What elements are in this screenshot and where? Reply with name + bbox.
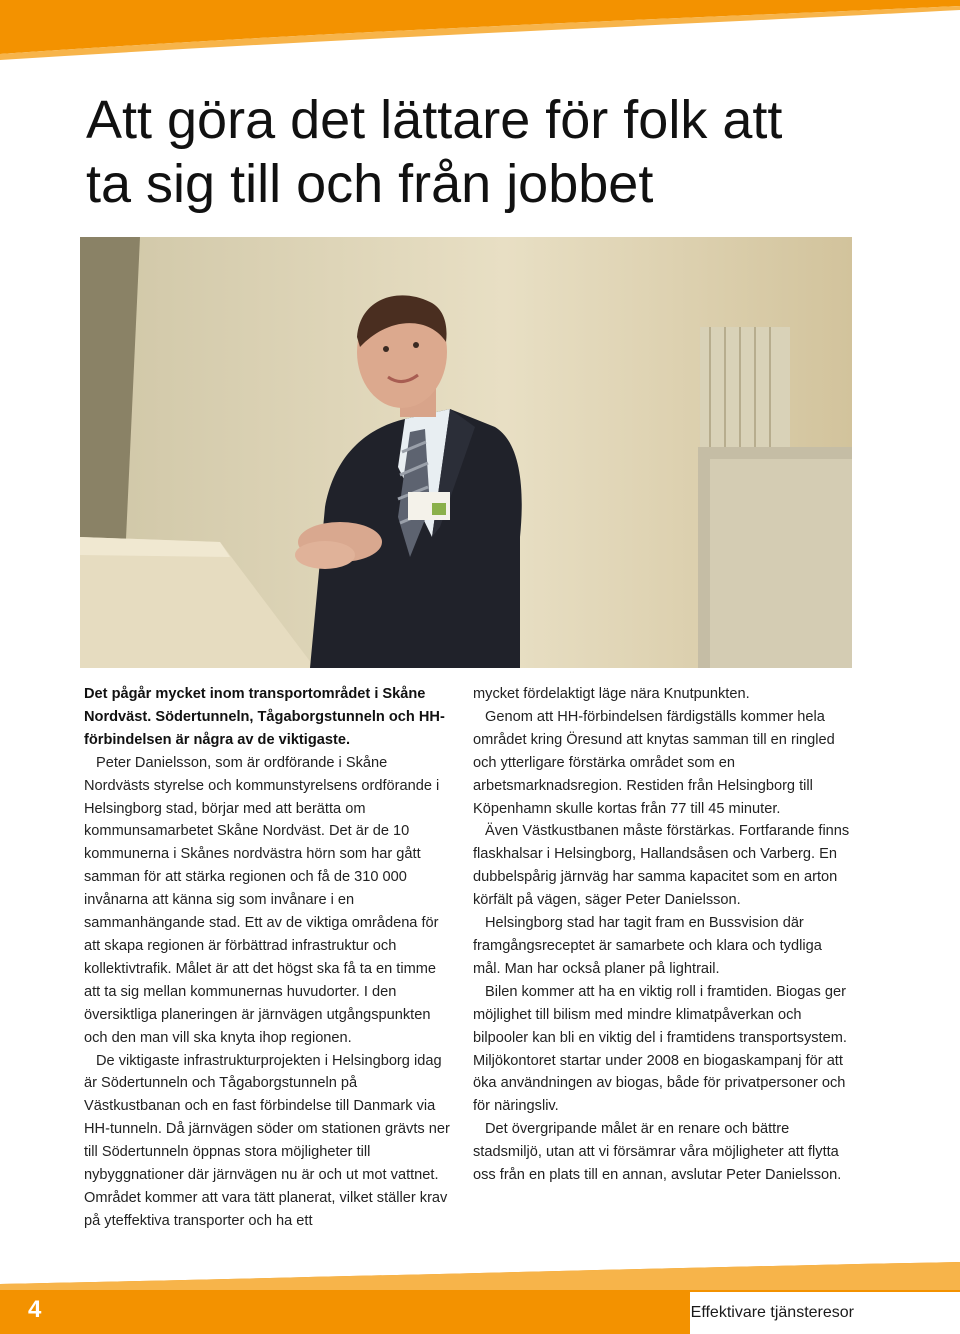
article-paragraph: Bilen kommer att ha en viktig roll i framtiden. Biogas ger möjlighet till bilism med mindre klimatpåverkan och bilpooler kan bli en viktig del i framtidens transportsystem. Miljökontoret startar under 2008 en biogaskampanj för att öka användningen av biogas, både för privatpersoner och för näringsliv. bbox=[473, 983, 847, 1115]
article-paragraph: Även Västkustbanen måste förstärkas. Fortfarande finns flaskhalsar i Helsingborg, Hallandsåsen och Varberg. En dubbelspårig järnväg har samma kapacitet som en arton körfält på vägen, säger Peter Danielsson. bbox=[473, 823, 850, 909]
article-paragraph: De viktigaste infrastrukturprojekten i Helsingborg idag är Södertunneln och Tågaborgstunneln på Västkustbanan och en fast förbindelse till Danmark via HH-tunneln. Då järnvägen söder om stationen grävts ner till Södertunneln öppnas stora möjligheter till nybyggnationer där järnvägen nu är och ut mot vattnet. Området kommer att vara tätt planerat, vilket ställer krav på yteffektiva transporter och ha ett bbox=[84, 1052, 450, 1229]
article-paragraph: Helsingborg stad har tagit fram en Bussvision där framgångsreceptet är samarbete och klara och tydliga mål. Man har också planer på lightrail. bbox=[473, 915, 822, 977]
publication-name: Effektivare tjänsteresor bbox=[690, 1304, 854, 1321]
article-lead: Det pågår mycket inom transportområdet i Skåne Nordväst. Södertunneln, Tågaborgstunneln och HH-förbindelsen är några av de viktigaste. bbox=[84, 686, 445, 748]
title-line-2: ta sig till och från jobbet bbox=[86, 154, 654, 214]
article-paragraph: Peter Danielsson, som är ordförande i Skåne Nordvästs styrelse och kommunstyrelsens ordförande i Helsingborg stad, börjar med att berätta om kommunsamarbetet Skåne Nordväst. Det är de 10 kommunerna i Skånes nordvästra hörn som har gått samman för att stärka regionen och få de 310 000 invånarna att känna sig som invånare i en sammanhängande stad. Ett av de viktiga områdena för att skapa regionen är förbättrad infrastruktur och kollektivtrafik. Målet är att det högst ska få ta en timme att ta sig mellan kommunernas huvudorter. I den översiktliga planeringen är järnvägen utgångspunkten och den man vill ska knyta ihop regionen. bbox=[84, 754, 440, 1046]
top-orange-band bbox=[0, 0, 960, 60]
speaker-photo bbox=[80, 237, 852, 668]
page-number: 4 bbox=[28, 1296, 42, 1323]
article-paragraph: Genom att HH-förbindelsen färdigställs kommer hela området kring Öresund att knytas samman till en ringled och ytterligare förstärka området som en arbetsmarknadsregion. Restiden från Helsingborg till Köpenhamn skulle kortas från 77 till 45 minuter. bbox=[473, 708, 835, 817]
article-paragraph: mycket fördelaktigt läge nära Knutpunkten. bbox=[473, 686, 750, 702]
title-line-1: Att göra det lättare för folk att bbox=[86, 90, 783, 150]
article-column-left bbox=[84, 683, 456, 1233]
article-column-right bbox=[473, 683, 853, 1187]
article-title bbox=[86, 88, 906, 216]
article-paragraph: Det övergripande målet är en renare och bättre stadsmiljö, utan att vi försämrar våra möjligheter att flytta oss från en plats till en annan, avslutar Peter Danielsson. bbox=[473, 1121, 842, 1184]
